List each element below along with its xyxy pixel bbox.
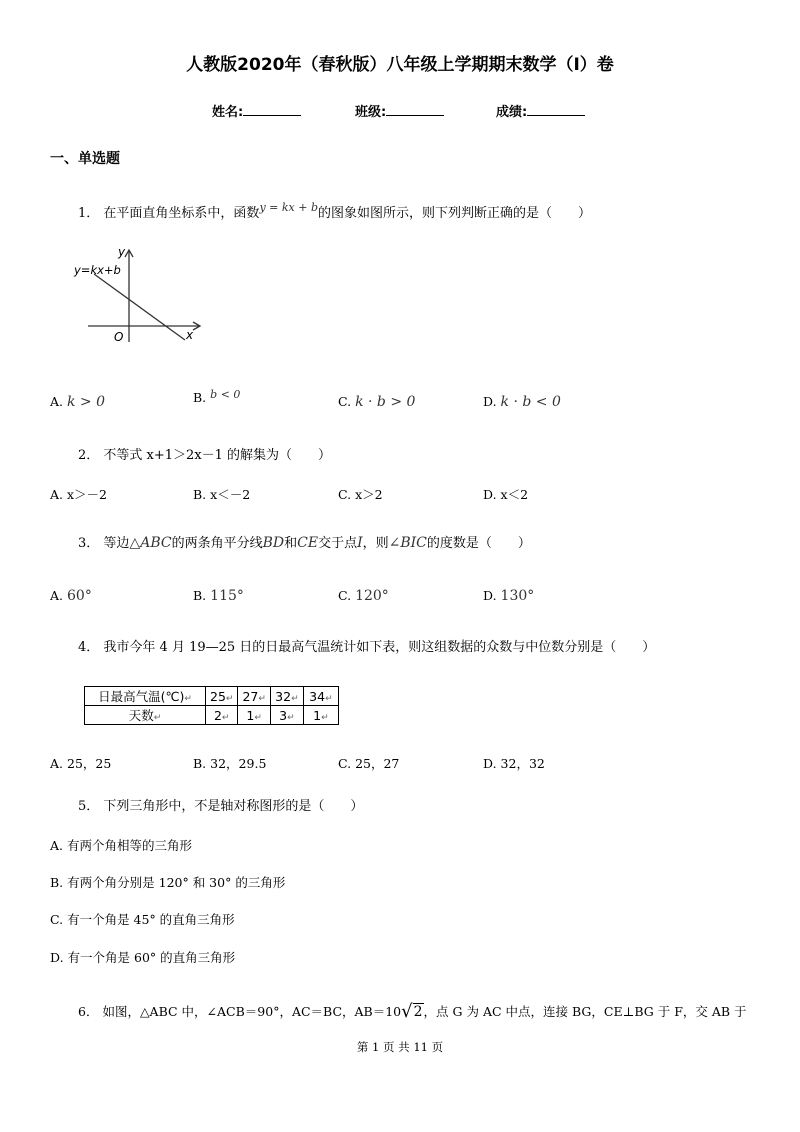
q5-number: 5． bbox=[78, 799, 100, 814]
question-2 bbox=[78, 444, 331, 463]
x-axis-label: x bbox=[186, 328, 194, 342]
option-value: 有一个角是 60° 的直角三角形 bbox=[67, 950, 236, 965]
option-value: k · b < 0 bbox=[500, 394, 561, 410]
option-label: C. bbox=[50, 912, 64, 927]
q4-option-b[interactable] bbox=[193, 754, 266, 772]
option-value: 115° bbox=[210, 588, 244, 604]
name-label: 姓名: bbox=[212, 105, 244, 120]
q3-number: 3． bbox=[78, 536, 100, 551]
q3-text-5: ，则 bbox=[362, 536, 389, 551]
table-cell bbox=[206, 706, 238, 725]
question-3 bbox=[78, 532, 531, 551]
option-value: 32，29.5 bbox=[210, 756, 267, 771]
option-label: D. bbox=[483, 394, 497, 409]
table-cell bbox=[270, 687, 303, 706]
q6-text-before: 如图，△ABC 中，∠ACB＝90°，AC＝BC，AB＝10 bbox=[102, 1004, 402, 1019]
class-label: 班级: bbox=[355, 105, 387, 120]
q3-text-1: 等边 bbox=[103, 536, 130, 551]
q3-math-triangle: △ABC bbox=[129, 535, 172, 551]
q5-option-a[interactable] bbox=[50, 836, 192, 854]
return-mark: ↵ bbox=[225, 693, 234, 704]
return-mark: ↵ bbox=[325, 693, 333, 704]
q4-option-d[interactable] bbox=[483, 754, 545, 772]
option-label: D. bbox=[483, 756, 497, 771]
q3-option-d[interactable] bbox=[483, 588, 534, 604]
cell-text: 34 bbox=[309, 688, 326, 704]
option-value: 32，32 bbox=[500, 756, 545, 771]
table-cell bbox=[270, 706, 303, 725]
q2-option-d[interactable] bbox=[483, 485, 528, 503]
sqrt-argument: 2 bbox=[413, 1004, 423, 1020]
option-value: x＜－2 bbox=[210, 487, 251, 502]
q3-option-a[interactable] bbox=[50, 588, 92, 604]
option-label: C. bbox=[338, 588, 352, 603]
option-label: B. bbox=[193, 390, 207, 405]
line-label: y=kx+b bbox=[74, 263, 121, 277]
table-cell bbox=[206, 687, 238, 706]
q5-option-b[interactable] bbox=[50, 873, 285, 891]
temperature-table bbox=[84, 686, 339, 725]
option-label: A. bbox=[50, 838, 64, 853]
option-label: D. bbox=[483, 487, 497, 502]
option-label: C. bbox=[338, 394, 352, 409]
option-label: B. bbox=[50, 875, 64, 890]
sqrt-symbol: √2 bbox=[401, 1001, 423, 1022]
option-label: A. bbox=[50, 756, 64, 771]
option-value: b < 0 bbox=[210, 388, 241, 401]
question-1 bbox=[78, 202, 591, 221]
y-axis-label: y bbox=[118, 245, 126, 259]
q1-text-before: 在平面直角坐标系中，函数 bbox=[103, 206, 260, 221]
q3-math-ce: CE bbox=[297, 535, 319, 551]
q5-text: 下列三角形中，不是轴对称图形的是（ ） bbox=[103, 799, 364, 814]
q4-text: 我市今年 4 月 19—25 日的日最高气温统计如下表，则这组数据的众数与中位数分别是（ ） bbox=[103, 640, 656, 655]
option-label: B. bbox=[193, 487, 207, 502]
q3-text-4: 交于点 bbox=[318, 536, 358, 551]
cell-text: 日最高气温(℃) bbox=[98, 689, 185, 704]
table-cell bbox=[303, 706, 338, 725]
return-mark: ↵ bbox=[291, 693, 299, 704]
q3-option-b[interactable] bbox=[193, 588, 244, 604]
class-field[interactable] bbox=[355, 101, 444, 120]
return-mark: ↵ bbox=[184, 694, 192, 704]
q1-option-a[interactable] bbox=[50, 394, 105, 410]
cell-text: 27 bbox=[242, 688, 259, 704]
table-row bbox=[85, 687, 339, 706]
q2-option-b[interactable] bbox=[193, 485, 250, 503]
option-value: x＞2 bbox=[355, 487, 383, 502]
q3-math-i: I bbox=[357, 535, 363, 551]
q3-math-angle: ∠BIC bbox=[388, 535, 427, 551]
option-label: D. bbox=[483, 588, 497, 603]
return-mark: ↵ bbox=[221, 712, 230, 723]
return-mark: ↵ bbox=[254, 712, 262, 723]
option-label: D. bbox=[50, 950, 64, 965]
return-mark: ↵ bbox=[153, 713, 162, 723]
option-value: 25，27 bbox=[355, 756, 400, 771]
q3-text-2: 的两条角平分线 bbox=[171, 536, 263, 551]
q1-graph bbox=[70, 240, 210, 350]
cell-text: 1 bbox=[246, 707, 255, 723]
q2-option-c[interactable] bbox=[338, 485, 383, 503]
option-label: C. bbox=[338, 487, 352, 502]
cell-text: 2 bbox=[213, 707, 222, 723]
option-label: A. bbox=[50, 394, 64, 409]
option-value: 60° bbox=[67, 588, 92, 604]
question-6 bbox=[78, 1000, 747, 1021]
q6-text-after: ，点 G 为 AC 中点，连接 BG，CE⊥BG 于 F，交 AB 于 bbox=[423, 1004, 747, 1019]
function-line bbox=[94, 274, 185, 340]
q3-math-bd: BD bbox=[262, 535, 285, 551]
option-value: k > 0 bbox=[67, 394, 106, 410]
score-blank[interactable] bbox=[527, 103, 585, 116]
option-value: 25，25 bbox=[67, 756, 112, 771]
cell-text: 3 bbox=[279, 707, 288, 723]
question-4 bbox=[78, 636, 655, 655]
origin-label: O bbox=[114, 330, 124, 344]
table-cell bbox=[303, 687, 338, 706]
question-5 bbox=[78, 795, 363, 814]
option-value: 有一个角是 45° 的直角三角形 bbox=[67, 912, 235, 927]
table-cell bbox=[238, 706, 270, 725]
return-mark: ↵ bbox=[258, 693, 266, 704]
q3-text-6: 的度数是（ ） bbox=[426, 536, 531, 551]
cell-text: 天数 bbox=[128, 708, 154, 723]
q3-text-3: 和 bbox=[284, 536, 298, 551]
option-label: B. bbox=[193, 756, 207, 771]
option-label: A. bbox=[50, 487, 64, 502]
option-value: 有两个角相等的三角形 bbox=[67, 838, 193, 853]
q2-text: 不等式 x+1＞2x－1 的解集为（ ） bbox=[103, 448, 332, 463]
q1-option-d[interactable] bbox=[483, 394, 561, 410]
score-field[interactable] bbox=[496, 101, 585, 120]
q1-option-b[interactable] bbox=[193, 390, 240, 405]
table-cell bbox=[238, 687, 270, 706]
q4-option-c[interactable] bbox=[338, 754, 399, 772]
q5-option-c[interactable] bbox=[50, 910, 235, 928]
option-label: B. bbox=[193, 588, 207, 603]
option-value: 有两个角分别是 120° 和 30° 的三角形 bbox=[67, 875, 286, 890]
cell-text: 1 bbox=[313, 707, 322, 723]
cell-text: 32 bbox=[275, 688, 292, 704]
name-blank[interactable] bbox=[243, 103, 301, 116]
q5-option-d[interactable] bbox=[50, 948, 235, 966]
table-header-cell bbox=[85, 706, 206, 725]
option-label: A. bbox=[50, 588, 64, 603]
q1-formula: y = kx + b bbox=[259, 201, 318, 214]
option-value: 120° bbox=[355, 588, 389, 604]
q2-number: 2． bbox=[78, 448, 100, 463]
option-label: C. bbox=[338, 756, 352, 771]
q4-option-a[interactable] bbox=[50, 754, 111, 772]
page-footer: 第 1 页 共 11 页 bbox=[356, 1040, 444, 1054]
q1-option-c[interactable] bbox=[338, 394, 415, 410]
class-blank[interactable] bbox=[386, 103, 444, 116]
option-value: 130° bbox=[500, 588, 535, 604]
table-row bbox=[85, 706, 339, 725]
q6-number: 6． bbox=[78, 1004, 99, 1019]
q2-option-a[interactable] bbox=[50, 485, 107, 503]
option-value: x＞－2 bbox=[67, 487, 108, 502]
option-value: x＜2 bbox=[500, 487, 529, 502]
return-mark: ↵ bbox=[287, 712, 295, 723]
page-title: 人教版2020年（春秋版）八年级上学期期末数学（I）卷 bbox=[186, 55, 614, 75]
cell-text: 25 bbox=[210, 688, 226, 704]
q1-text-after: 的图象如图所示，则下列判断正确的是（ ） bbox=[317, 206, 591, 221]
name-field[interactable] bbox=[212, 101, 301, 120]
q1-number: 1． bbox=[78, 206, 100, 221]
q3-option-c[interactable] bbox=[338, 588, 389, 604]
q4-number: 4． bbox=[78, 640, 100, 655]
table-header-cell bbox=[85, 687, 206, 706]
score-label: 成绩: bbox=[496, 105, 528, 120]
option-value: k · b > 0 bbox=[355, 394, 416, 410]
return-mark: ↵ bbox=[321, 712, 329, 723]
section-title: 一、单选题 bbox=[50, 151, 120, 167]
